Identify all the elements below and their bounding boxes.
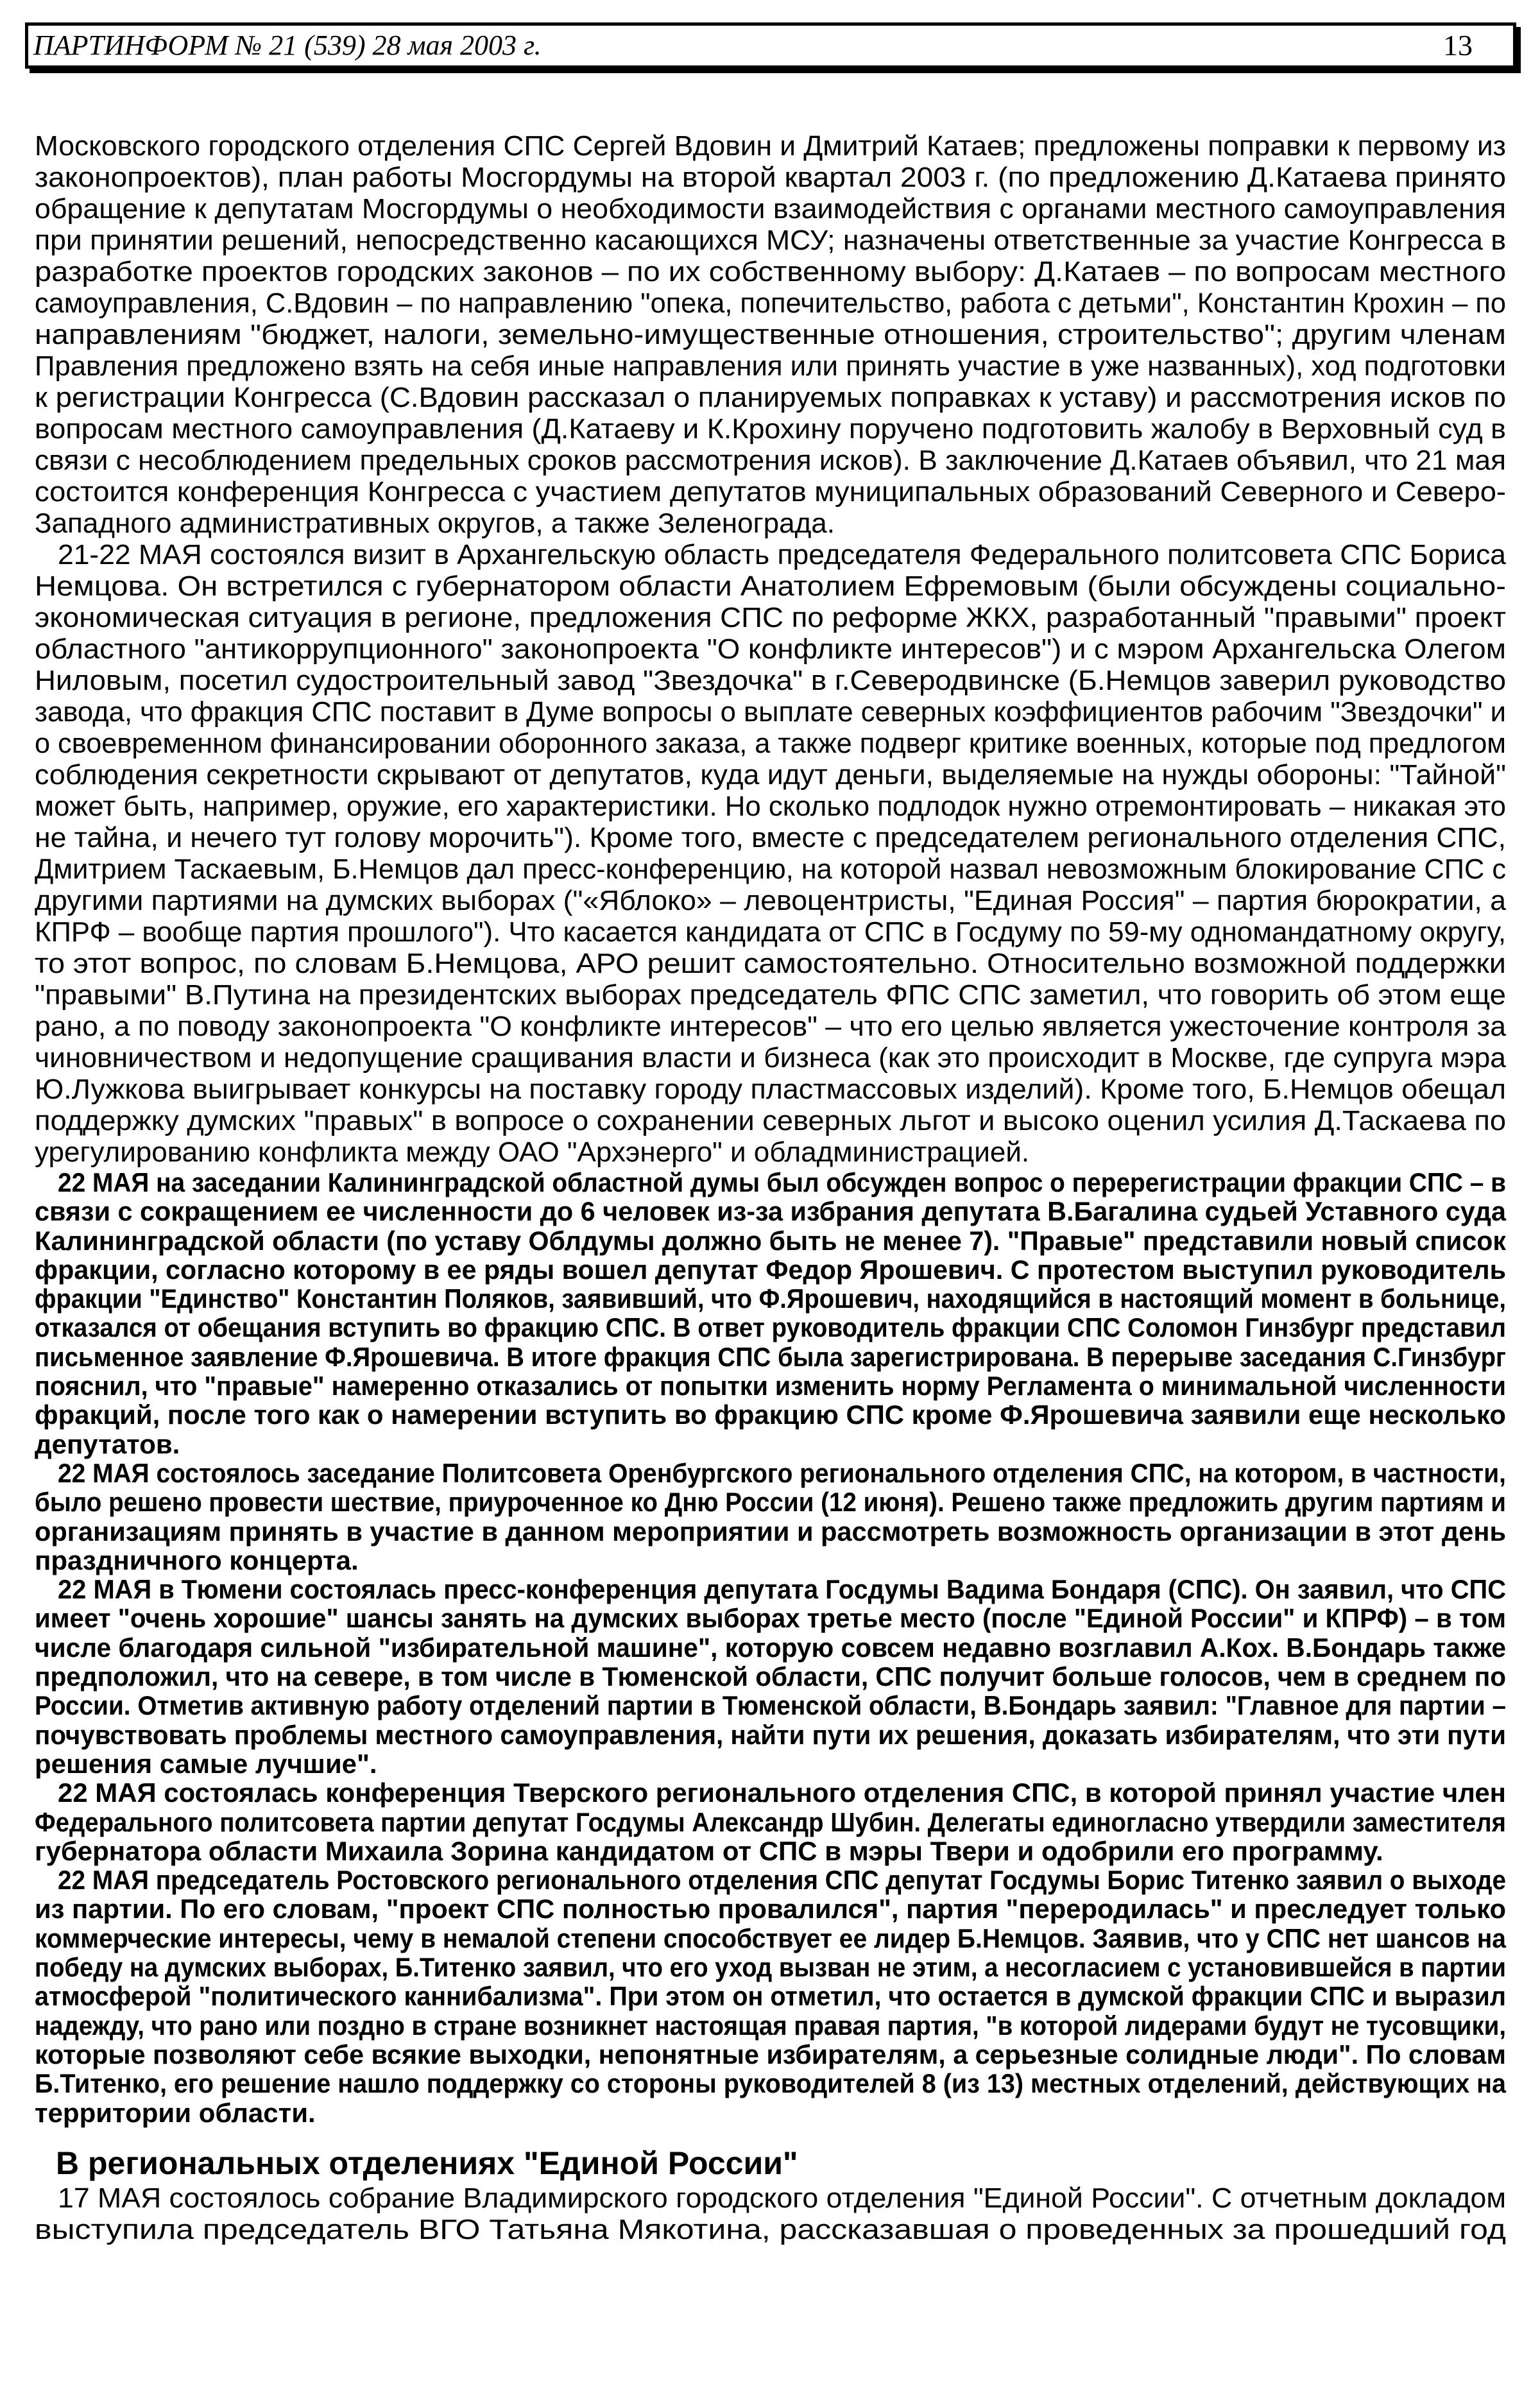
line-text: было решено провести шествие, приуроченное ко Дню России (12 июня). Решено также предложить другим партиям и [35, 1487, 1506, 1518]
text-line [35, 1011, 1506, 1042]
text-line [35, 1662, 1506, 1691]
text-line [35, 382, 1506, 413]
line-text: Ю.Лужкова выигрывает конкурсы на поставку городу пластмассовых изделий). Кроме того, Б.Немцов обещал [35, 1074, 1506, 1105]
line-text: то этот вопрос, по словам Б.Немцова, АРО решит самостоятельно. Относительно возможной поддержки [35, 948, 1506, 979]
paragraph [35, 2182, 1506, 2245]
section-united-russia [35, 2182, 1506, 2245]
text-line [35, 2069, 1506, 2098]
line-text: состоится конференция Конгресса с участием депутатов муниципальных образований Северного и Северо- [35, 476, 1506, 508]
text-line [35, 162, 1506, 193]
line-text: письменное заявление Ф.Ярошевича. В итоге фракция СПС была зарегистрирована. В перерыве заседания С.Гинзбург [35, 1341, 1506, 1372]
line-text: Дмитрием Таскаевым, Б.Немцов дал пресс-конференцию, на которой назвал невозможным блокирование СПС с [35, 853, 1506, 885]
line-text: при принятии решений, непосредственно касающихся МСУ; назначены ответственные за участие Конгресса в [35, 225, 1506, 256]
line-text: урегулированию конфликта между ОАО "Архэнерго" и обладминистрацией. [35, 1136, 1030, 1168]
line-text: поддержку думских "правых" в вопросе о сохранении северных льгот и высоко оценил усилия Д.Таскаева по [35, 1105, 1507, 1136]
line-text: вопросам местного самоуправления (Д.Катаеву и К.Крохину поручено подготовить жалобу в Верховный суд в [35, 413, 1506, 445]
line-text: направлениям "бюджет, налоги, земельно-имущественные отношения, строительство"; другим членам [35, 319, 1506, 350]
line-text: Московского городского отделения СПС Сергей Вдовин и Дмитрий Катаев; предложены поправки к первому из [35, 130, 1506, 162]
text-line [35, 1074, 1506, 1105]
text-line [35, 1226, 1506, 1255]
text-line [35, 696, 1506, 728]
line-text: почувствовать проблемы местного самоуправления, найти пути их решения, доказать избирателям, что эти пути [35, 1719, 1506, 1750]
line-text: фракции, согласно которому в ее ряды вошел депутат Федор Ярошевич. С протестом выступил руководитель [35, 1254, 1506, 1285]
text-line [35, 1284, 1506, 1313]
publication-title: ПАРТИНФОРМ № 21 (539) 28 мая 2003 г. [33, 30, 542, 61]
page-header [25, 22, 1516, 69]
text-line [35, 225, 1506, 256]
text-line [35, 1808, 1506, 1837]
line-text: Правления предложено взять на себя иные направления или принять участие в уже названных), ход подготовки [35, 350, 1506, 382]
text-line [35, 1197, 1506, 1226]
line-text: не тайна, и нечего тут голову морочить"). Кроме того, вместе с председателем регионального отделения СПС, [35, 822, 1506, 853]
line-text: числе благодаря сильной "избирательной машине", которую совсем недавно возглавил А.Кох. В.Бондарь также [35, 1632, 1506, 1663]
line-text: территории области. [35, 2097, 316, 2128]
line-text: рано, а по поводу законопроекта "О конфликте интересов" – что его целью является ужесточение контроля за [35, 1011, 1506, 1042]
line-text: 22 МАЯ председатель Ростовского регионального отделения СПС депутат Госдумы Борис Титенко заявил о выходе [58, 1865, 1506, 1896]
line-text: предположил, что на севере, в том числе в Тюменской области, СПС получит больше голосов, чем в среднем по [35, 1661, 1506, 1692]
text-line [35, 319, 1506, 350]
line-text: завода, что фракция СПС поставит в Думе вопросы о выплате северных коэффициентов рабочим "Звездочки" и [35, 696, 1506, 728]
text-line [35, 885, 1506, 916]
text-line [35, 1430, 1506, 1459]
text-line [35, 1575, 1506, 1604]
text-line [35, 602, 1506, 633]
line-text: 22 МАЯ состоялось заседание Политсовета Оренбургского регионального отделения СПС, на котором, в частности, [58, 1457, 1506, 1488]
line-text: которые позволяют себе всякие выходки, непонятные избирателям, а серьезные солидные люди". По словам [35, 2039, 1506, 2069]
text-line [35, 1924, 1506, 1953]
line-text: пояснил, что "правые" намеренно отказались от попытки изменить норму Регламента о минимальной численности [35, 1371, 1506, 1401]
text-line [35, 728, 1506, 759]
text-line [35, 287, 1506, 319]
line-text: Федерального политсовета партии депутат Госдумы Александр Шубин. Делегаты единогласно утвердили заместителя [35, 1806, 1506, 1837]
text-line [35, 1749, 1506, 1778]
paragraph [35, 1459, 1506, 1575]
line-text: 22 МАЯ на заседании Калининградской областной думы был обсужден вопрос о перерегистрации фракции СПС – в [58, 1167, 1506, 1197]
text-line [35, 1604, 1506, 1632]
line-text: из партии. По его словам, "проект СПС полностью провалился", партия "переродилась" и преследует только [35, 1894, 1506, 1924]
text-line [35, 759, 1506, 791]
text-line [35, 633, 1506, 665]
line-text: областного "антикоррупционного" законопроекта "О конфликте интересов") и с мэром Архангельска Олегом [35, 633, 1506, 665]
text-line [35, 350, 1506, 382]
text-line [35, 256, 1506, 287]
line-text: России. Отметив активную работу отделений партии в Тюменской области, В.Бондарь заявил: "Главное для партии – [35, 1690, 1506, 1721]
text-line [35, 1778, 1506, 1807]
paragraph [35, 1575, 1506, 1778]
line-text: Западного административных округов, а также Зеленограда. [35, 508, 835, 539]
line-text: экономическая ситуация в регионе, предложения СПС по реформе ЖКХ, разработанный "правыми" проект [35, 602, 1506, 633]
line-text: депутатов. [35, 1428, 180, 1459]
text-line [35, 791, 1506, 822]
text-line [35, 130, 1506, 162]
line-text: чиновничеством и недопущение сращивания власти и бизнеса (как это происходит в Москве, где супруга мэра [35, 1042, 1506, 1074]
paragraph [35, 1778, 1506, 1865]
line-text: КПРФ – вообще партия прошлого"). Что касается кандидата от СПС в Госдуму по 59-му одномандатному округу, [35, 916, 1506, 948]
line-text: 22 МАЯ в Тюмени состоялась пресс-конференция депутата Госдумы Вадима Бондаря (СПС). Он заявил, что СПС [58, 1574, 1506, 1605]
line-text: организациям принять в участие в данном мероприятии и рассмотреть возможность организации в этот день [35, 1516, 1506, 1547]
text-line [35, 2182, 1506, 2214]
text-line [35, 916, 1506, 948]
line-text: имеет "очень хорошие" шансы занять на думских выборах третье место (после "Единой России" и КПРФ) – в том [35, 1603, 1506, 1634]
line-text: 22 МАЯ состоялась конференция Тверского регионального отделения СПС, в которой принял участие член [58, 1778, 1506, 1808]
text-line [35, 2098, 1506, 2127]
text-line [35, 1400, 1506, 1429]
line-text: другими партиями на думских выборах ("«Яблоко» – левоцентристы, "Единая Россия" – партия бюрократии, а [35, 885, 1506, 916]
line-text: "правыми" В.Путина на президентских выборах председатель ФПС СПС заметил, что говорить об этом еще [35, 979, 1506, 1011]
line-text: Б.Титенко, его решение нашло поддержку со стороны руководителей 8 (из 13) местных отделений, действующих на [35, 2068, 1506, 2099]
page-number: 13 [1443, 29, 1473, 62]
text-line [35, 2011, 1506, 2040]
line-text: связи с несоблюдением предельных сроков рассмотрения исков). В заключение Д.Катаев объявил, что 21 мая [35, 445, 1506, 476]
text-line [35, 2214, 1506, 2245]
text-line [35, 1342, 1506, 1371]
text-line [35, 1546, 1506, 1575]
line-text: самоуправления, С.Вдовин – по направлению "опека, попечительство, работа с детьми", Константин Крохин – по [35, 287, 1506, 319]
line-text: связи с сокращением ее численности до 6 человек из-за избрания депутата В.Багалина судьей Уставного суда [35, 1196, 1506, 1227]
text-line [35, 1136, 1506, 1168]
line-text: коммерческие интересы, чему в немалой степени способствует ее лидер Б.Немцов. Заявив, что у СПС нет шансов на [35, 1923, 1506, 1953]
line-text: законопроектов), план работы Мосгордумы на второй квартал 2003 г. (по предложению Д.Катаева принято [35, 162, 1506, 193]
text-line [35, 1982, 1506, 2010]
line-text: решения самые лучшие". [35, 1748, 377, 1779]
text-line [35, 1168, 1506, 1197]
text-line [35, 1837, 1506, 1865]
text-line [35, 1255, 1506, 1284]
line-text: отказался от обещания вступить во фракцию СПС. В ответ руководитель фракции СПС Соломон Гинзбург представил [35, 1312, 1506, 1343]
text-line [35, 1953, 1506, 1982]
text-line [35, 2040, 1506, 2069]
text-line [35, 1105, 1506, 1136]
text-line [35, 1042, 1506, 1074]
text-line [35, 1691, 1506, 1720]
text-line [35, 1371, 1506, 1400]
text-line [35, 193, 1506, 225]
line-text: может быть, например, оружие, его характеристики. Но сколько подлодок нужно отремонтировать – никакая это [35, 791, 1506, 822]
line-text: 21-22 МАЯ состоялся визит в Архангельскую область председателя Федерального политсовета СПС Бориса [58, 539, 1506, 570]
line-text: губернатора области Михаила Зорина кандидатом от СПС в мэры Твери и одобрили его программу. [35, 1835, 1383, 1866]
text-line [35, 979, 1506, 1011]
text-line [35, 665, 1506, 696]
text-line [35, 1720, 1506, 1749]
line-text: 17 МАЯ состоялось собрание Владимирского городского отделения "Единой России". С отчетным докладом [58, 2182, 1506, 2214]
text-line [35, 1894, 1506, 1923]
line-text: надежду, что рано или поздно в стране возникнет настоящая правая партия, "в которой лидерами будут не тусовщики, [35, 2010, 1506, 2041]
text-line [35, 570, 1506, 602]
paragraph [35, 130, 1506, 539]
paragraph [35, 1168, 1506, 1459]
text-line [35, 1517, 1506, 1546]
article-body [35, 130, 1506, 2245]
text-line [35, 1459, 1506, 1487]
line-text: фракции "Единство" Константин Поляков, заявивший, что Ф.Ярошевич, находящийся в настоящий момент в больнице, [35, 1283, 1506, 1314]
text-line [35, 853, 1506, 885]
line-text: выступила председатель ВГО Татьяна Мякотина, рассказавшая о проведенных за прошедший год [35, 2213, 1506, 2245]
text-line [35, 948, 1506, 979]
text-line [35, 822, 1506, 853]
line-text: о своевременном финансировании оборонного заказа, а также подверг критике военных, которые под предлогом [35, 728, 1506, 759]
line-text: атмосферой "политического каннибализма". При этом он отметил, что остается в думской фракции СПС и выразил [35, 1981, 1506, 2012]
paragraph [35, 1865, 1506, 2127]
text-line [35, 1865, 1506, 1894]
section-sps-news [35, 130, 1506, 2127]
paragraph [35, 539, 1506, 1168]
line-text: обращение к депутатам Мосгордумы о необходимости взаимодействия с органами местного самоуправления [35, 193, 1506, 225]
text-line [35, 1633, 1506, 1662]
line-text: Калининградской области (по уставу Облдумы должно быть не менее 7). "Правые" представили новый список [35, 1225, 1506, 1256]
section-heading: В региональных отделениях "Единой России" [56, 2145, 798, 2181]
text-line [35, 445, 1506, 476]
line-text: соблюдения секретности скрывают от депутатов, куда идут деньги, выделяемые на нужды обороны: "Тайной" [35, 759, 1506, 791]
line-text: к регистрации Конгресса (С.Вдовин рассказал о планируемых поправках к уставу) и рассмотрения исков по [35, 382, 1506, 413]
line-text: разработке проектов городских законов – по их собственному выбору: Д.Катаев – по вопросам местного [35, 256, 1506, 287]
line-text: победу на думских выборах, Б.Титенко заявил, что его уход вызван не этим, а несогласием с установившейся в партии [35, 1952, 1506, 1983]
text-line [35, 1487, 1506, 1516]
line-text: фракций, после того как о намерении вступить во фракцию СПС кроме Ф.Ярошевича заявили еще несколько [35, 1400, 1506, 1430]
line-text: Ниловым, посетил судостроительный завод "Звездочка" в г.Северодвинске (Б.Немцов заверил руководство [35, 665, 1506, 696]
text-line [35, 476, 1506, 508]
line-text: праздничного концерта. [35, 1545, 359, 1575]
line-text: Немцова. Он встретился с губернатором области Анатолием Ефремовым (были обсуждены социально- [35, 570, 1506, 602]
text-line [35, 539, 1506, 570]
text-line [35, 508, 1506, 539]
text-line [35, 413, 1506, 445]
text-line [35, 1313, 1506, 1342]
